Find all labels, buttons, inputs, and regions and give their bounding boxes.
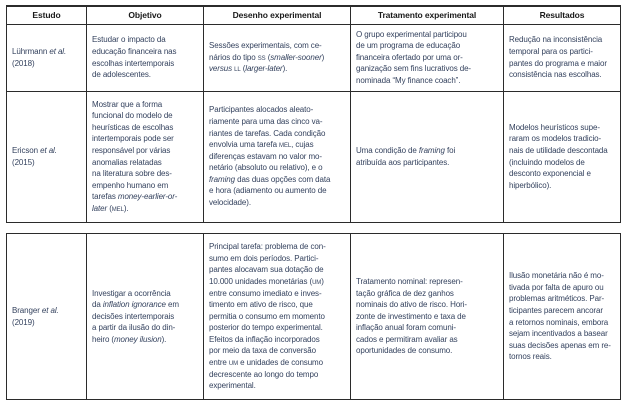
col-header-objetivo: Objetivo <box>87 6 204 24</box>
table-row-ericson <box>7 91 621 222</box>
cell-luhrmann-desenho: Sessões experimentais, com ce- nários do tipo ss (smaller-sooner) versus ll (larger-later). <box>204 24 351 91</box>
col-header-estudo: Estudo <box>7 6 87 24</box>
cell-luhrmann-resultados: Redução na inconsistência temporal para os partici- pantes do programa e maior consistência nas escolhas. <box>504 24 621 91</box>
cell-ericson-tratamento: Uma condição de framing foi atribuída aos participantes. <box>351 91 504 222</box>
header-row <box>7 6 621 24</box>
cell-branger-resultados: Ilusão monetária não é mo- tivada por falta de apuro ou problemas aritméticos. Par- ticipantes parecem ancorar a retornos nominais, embora sejam incentivados a basear suas decisões apenas em re- tornos reais. <box>504 234 621 400</box>
cell-branger-estudo: Branger et al. (2019) <box>7 234 87 400</box>
cell-luhrmann-estudo: Lührmann et al. (2018) <box>7 24 87 91</box>
table-row-luhrmann <box>7 24 621 91</box>
cell-branger-desenho: Principal tarefa: problema de con- sumo em dois períodos. Partici- pantes alocavam sua dotação de 10.000 unidades monetárias (um) entre consumo imediato e inves- timento em ativo de risco, que permitia o consumo em momento posterior do tempo experimental. Efeitos da inflação incorporados por meio da taxa de conversão entre um e unidades de consumo decrescente ao longo do tempo experimental. <box>204 234 351 400</box>
cell-luhrmann-objetivo: Estudar o impacto da educação financeira nas escolhas intertemporais de adolescentes. <box>87 24 204 91</box>
table-row-branger <box>7 234 621 400</box>
cell-ericson-resultados: Modelos heurísticos supe- raram os modelos tradicio- nais de utilidade descontada (incluindo modelos de desconto exponencial e hiperbólico). <box>504 91 621 222</box>
cell-ericson-estudo: Ericson et al. (2015) <box>7 91 87 222</box>
cell-ericson-objetivo: Mostrar que a forma funcional do modelo de heurísticas de escolhas intertemporais pode ser responsável por várias anomalias relatadas na literatura sobre des- empenho humano em tarefas money-earlier-or- later (mel). <box>87 91 204 222</box>
cell-luhrmann-tratamento: O grupo experimental participou de um programa de educação financeira ofertado por uma or- ganização sem fins lucrativos de- nominada “My finance coach”. <box>351 24 504 91</box>
col-header-desenho: Desenho experimental <box>204 6 351 24</box>
col-header-resultados: Resultados <box>504 6 621 24</box>
studies-table-part1 <box>6 5 621 223</box>
col-header-tratamento: Tratamento experimental <box>351 6 504 24</box>
cell-branger-objetivo: Investigar a ocorrência da inflation ignorance em decisões intertemporais a partir da ilusão do din- heiro (money ilusion). <box>87 234 204 400</box>
studies-table-part2 <box>6 233 621 400</box>
cell-ericson-desenho: Participantes alocados aleato- riamente para uma das cinco va- riantes de tarefas. Cada condição envolvia uma tarefa mel, cujas diferenças estavam no valor mo- netário (absoluto ou relativo), e o framing das duas opções com data e hora (adiamento ou aumento de velocidade). <box>204 91 351 222</box>
cell-branger-tratamento: Tratamento nominal: represen- tação gráfica de dez ganhos nominais do ativo de risco. Hori- zonte de investimento e taxa de inflação anual foram comuni- cados e permitiram avaliar as oportunidades de consumo. <box>351 234 504 400</box>
